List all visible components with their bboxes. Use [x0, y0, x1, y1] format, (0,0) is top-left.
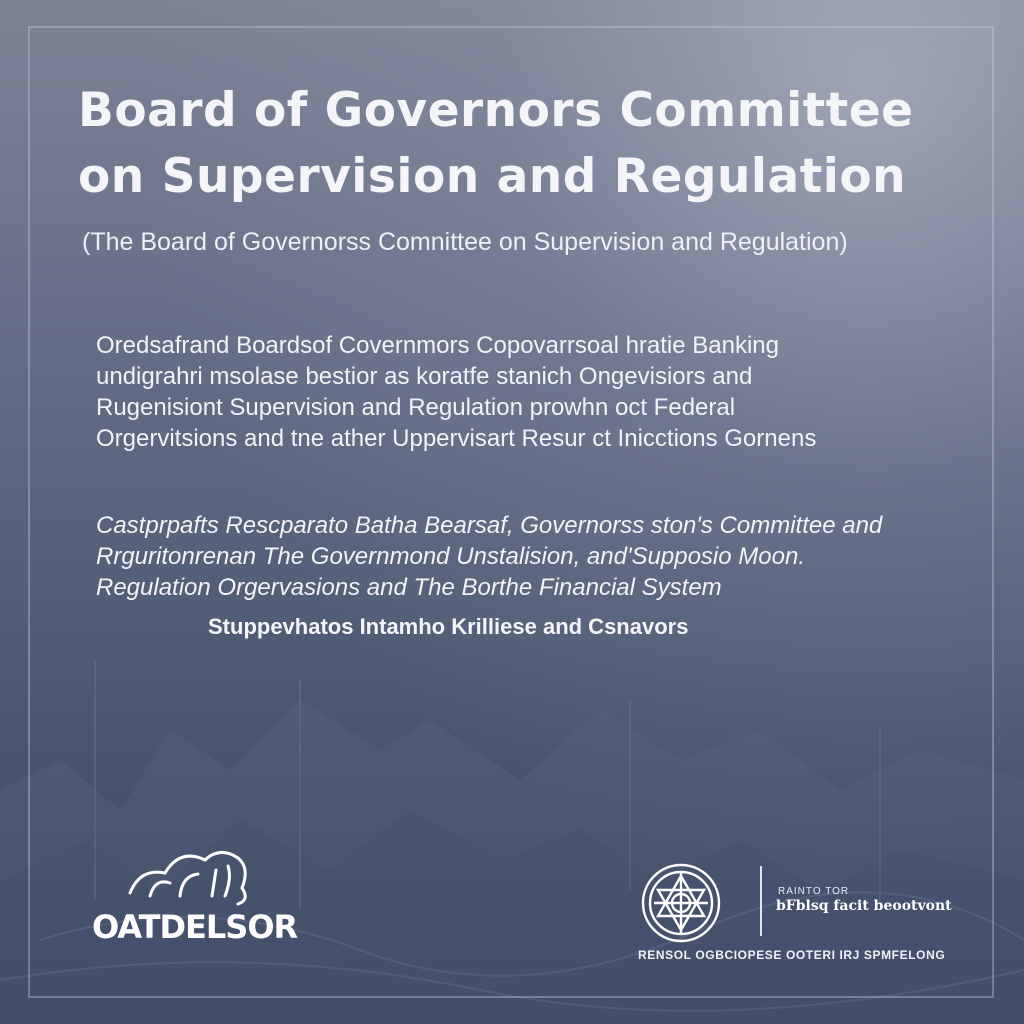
seal-caption: RENSOL OGBCIOPESE OOTERI IRJ SPMFELONG	[638, 948, 946, 962]
paragraph-line: Castprpafts Rescparato Batha Bearsaf, Governorss ston's Committee and	[96, 512, 883, 539]
document-title	[78, 78, 958, 210]
geometric-seal-icon	[640, 862, 722, 944]
paragraph-line: Regulation Orgervasions and The Borthe Financial System	[96, 574, 722, 601]
paragraph-line: Rrguritonrenan The Governmond Unstalision, and'Supposio Moon.	[96, 543, 805, 570]
paragraph-line: Rugenisiont Supervision and Regulation prowhn oct Federal	[96, 394, 736, 421]
paragraph-line: undigrahri msolase bestior as koratfe stanich Ongevisiors and	[96, 363, 753, 390]
paragraph-line: Oredsafrand Boardsof Covernmors Copovarrsoal hratie Banking	[96, 332, 780, 359]
left-logo-wordmark: OATDELSOR	[92, 908, 298, 946]
paragraph-line: Orgervitsions and tne ather Uppervisart Resur ct Inicctions Gornens	[96, 425, 817, 452]
body-paragraph-2	[96, 510, 936, 603]
body-paragraph-1	[96, 330, 936, 454]
logo-divider	[760, 866, 762, 936]
document-subtitle: (The Board of Governorss Comnittee on Supervision and Regulation)	[82, 228, 848, 256]
tagline: Stuppevhatos Intamho Krilliese and Csnavors	[208, 614, 689, 639]
title-line: on Supervision and Regulation	[78, 149, 907, 204]
title-line: Board of Governors Committee	[78, 83, 914, 138]
seal-small-text: RAINTO TOR	[778, 886, 850, 897]
elephant-sketch-icon	[120, 838, 260, 908]
seal-name-text: bFblsq facit beootvont	[776, 898, 952, 914]
left-logo	[92, 838, 298, 948]
